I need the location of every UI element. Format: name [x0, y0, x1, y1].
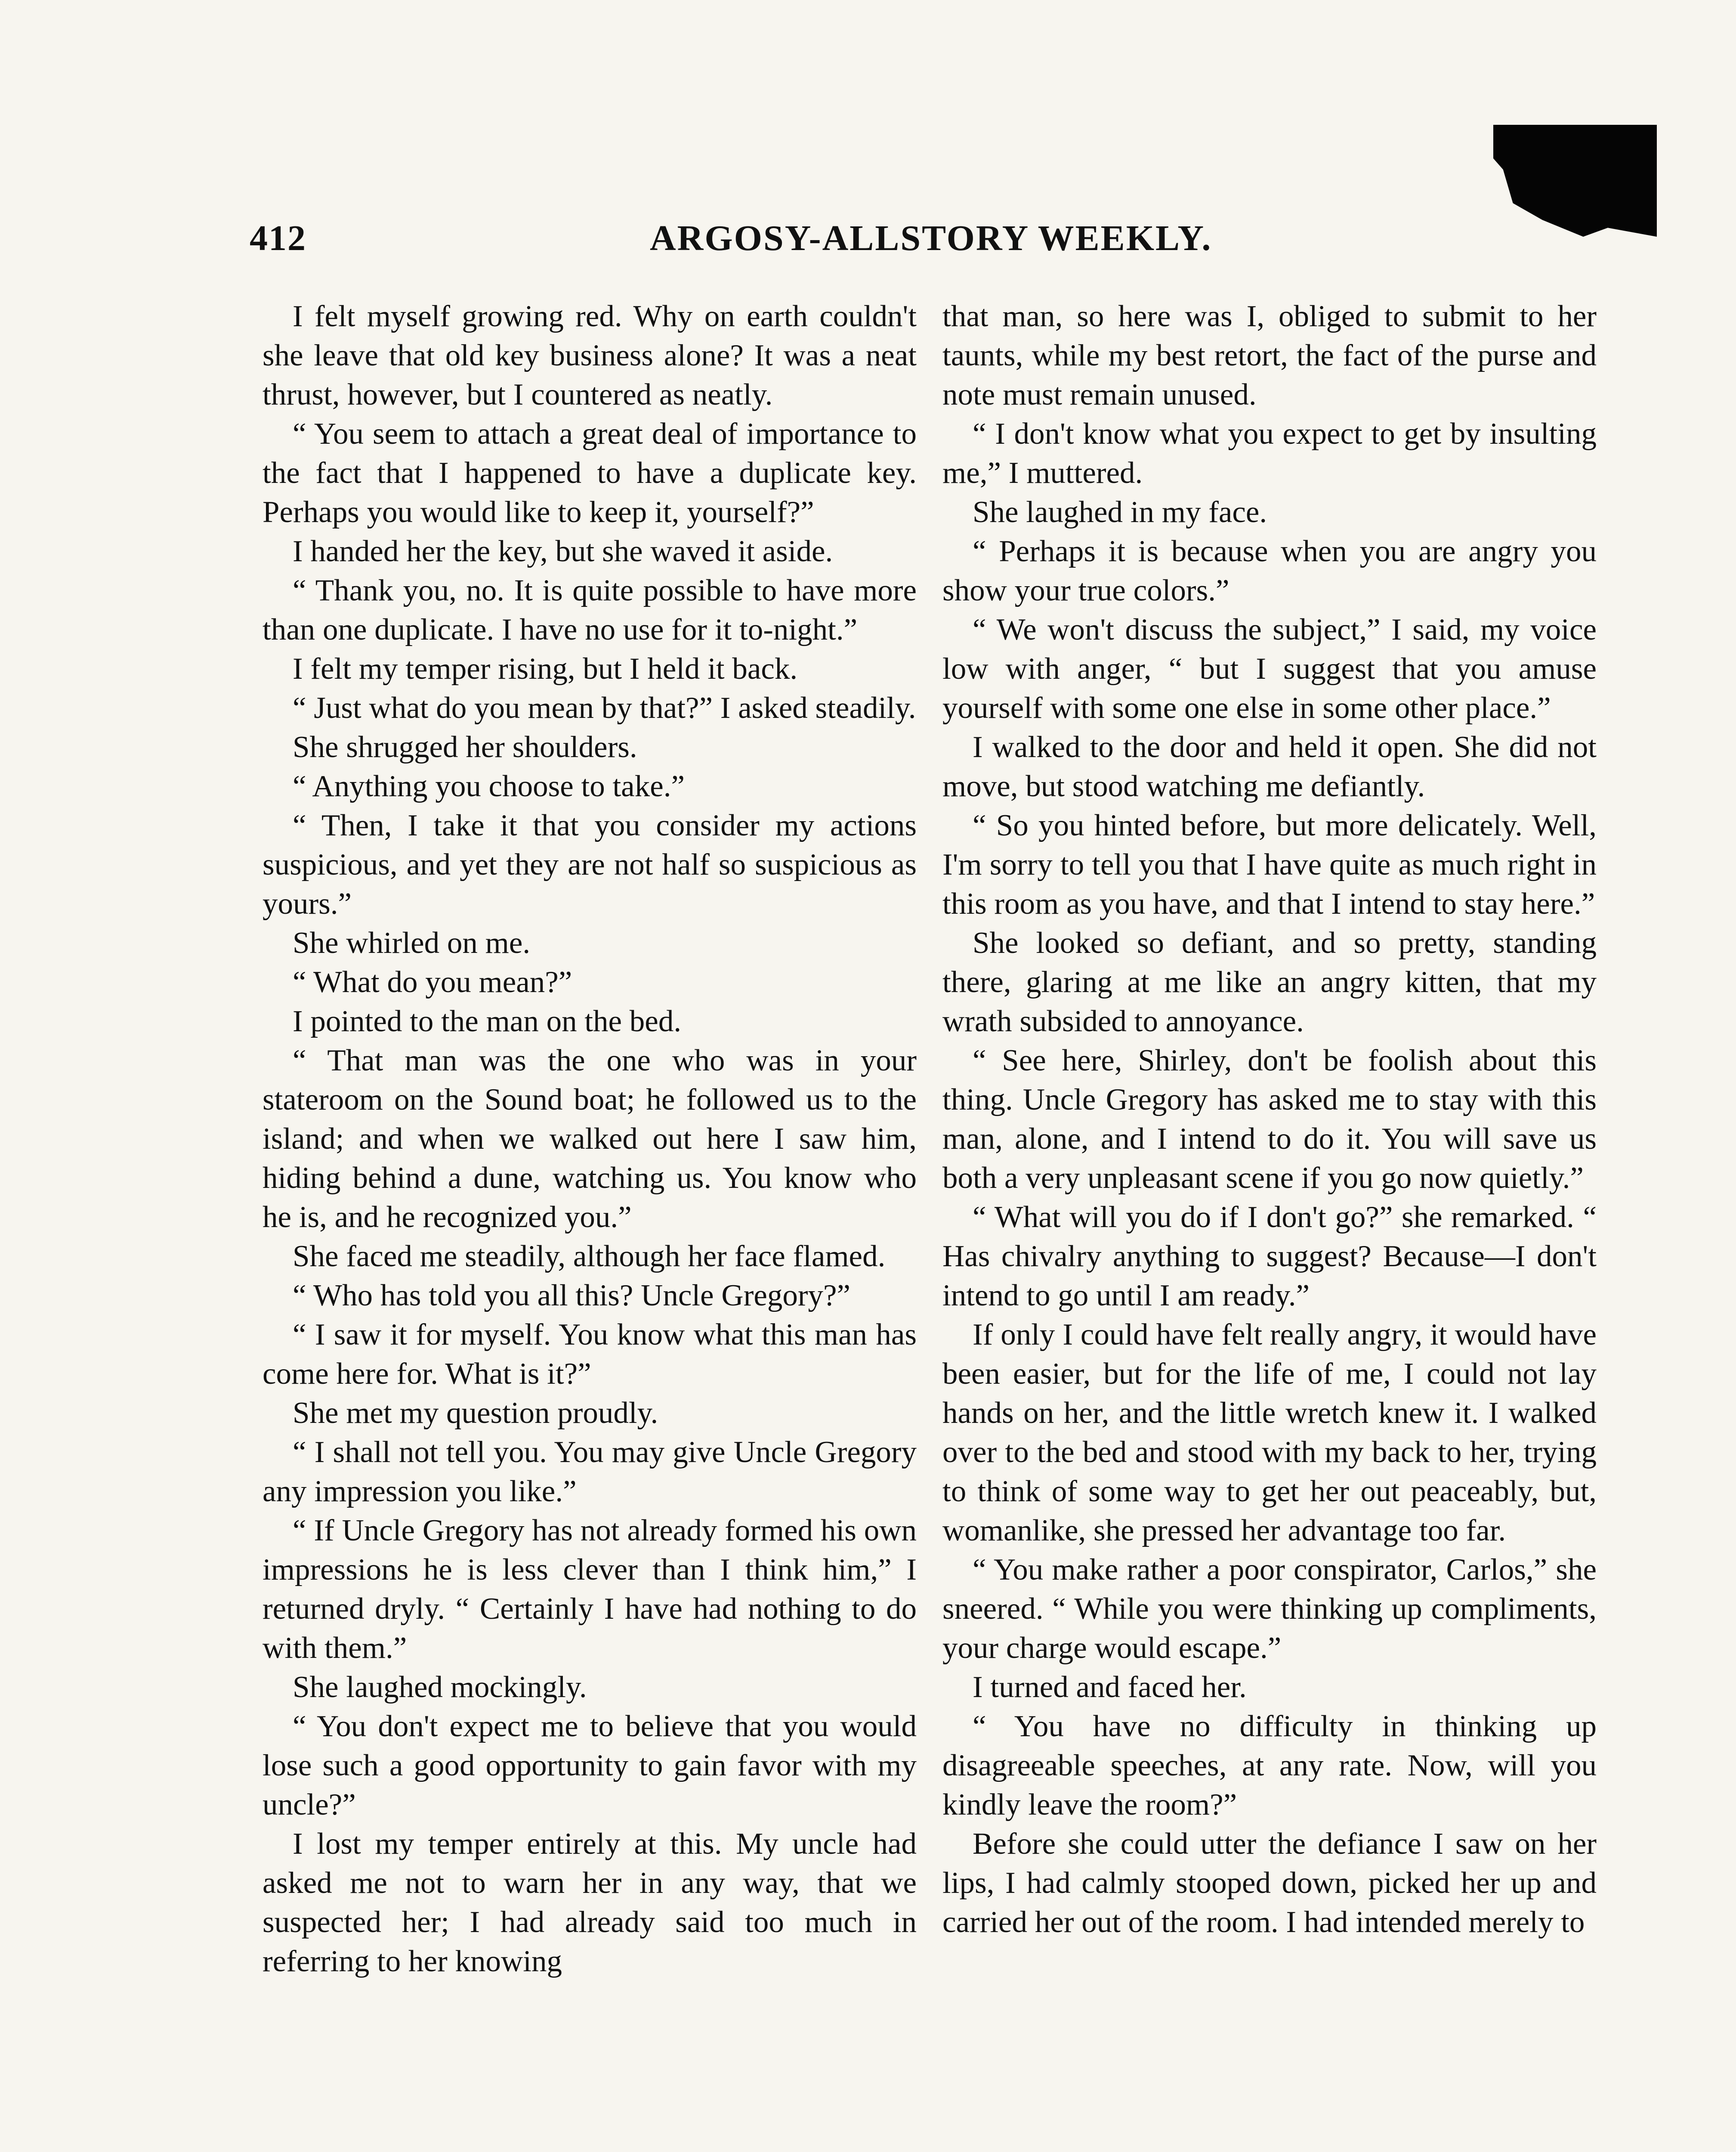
paragraph: I turned and faced her.: [973, 1670, 1247, 1704]
paragraph: She met my question proudly.: [293, 1396, 658, 1430]
paragraph: I pointed to the man on the bed.: [293, 1005, 682, 1038]
paragraph: I felt my temper rising, but I held it back.: [293, 652, 798, 686]
paragraph: If only I could have felt really angry, it would have been easier, but for the life of me, I could not lay hands on her, and the little wretch knew it. I walked over to the bed and stood with my back to her, trying to think of some way to get her out peaceably, but, womanlike, she pressed her advantage too far.: [942, 1318, 1597, 1547]
paragraph: She shrugged her shoulders.: [293, 730, 637, 764]
paragraph: “ You make rather a poor conspirator, Carlos,” she sneered. “ While you were thinking up compliments, your charge would escape.”: [942, 1553, 1597, 1665]
paragraph: She faced me steadily, although her face flamed.: [293, 1240, 886, 1273]
paragraph: “ We won't discuss the subject,” I said, my voice low with anger, “ but I suggest that you amuse yourself with some one else in some other place.”: [942, 613, 1597, 725]
paragraph: She laughed mockingly.: [293, 1670, 587, 1704]
paragraph: “ I don't know what you expect to get by insulting me,” I muttered.: [942, 417, 1597, 490]
paragraph: “ Perhaps it is because when you are angry you show your true colors.”: [942, 535, 1597, 607]
paragraph: “ Who has told you all this? Uncle Gregory?”: [293, 1279, 851, 1312]
paragraph: “ That man was the one who was in your stateroom on the Sound boat; he followed us to the island; and when we walked out here I saw him, hiding behind a dune, watching us. You know who he is, and he recognized you.”: [263, 1044, 917, 1234]
paragraph: “ You have no difficulty in thinking up disagreeable speeches, at any rate. Now, will you kindly leave the room?”: [942, 1710, 1597, 1821]
page-number: 412: [250, 218, 306, 258]
paragraph: Before she could utter the defiance I saw on her lips, I had calmly stooped down, picked her up and carried her out of the room. I had intended merely to: [942, 1827, 1597, 1939]
paragraph: I walked to the door and held it open. She did not move, but stood watching me defiantly.: [942, 730, 1597, 803]
paragraph: “ Anything you choose to take.”: [293, 770, 685, 803]
paragraph: She whirled on me.: [293, 926, 531, 960]
running-title: ARGOSY-ALLSTORY WEEKLY.: [650, 218, 1212, 258]
paragraph: “ What will you do if I don't go?” she remarked. “ Has chivalry anything to suggest? Because—I don't intend to go until I am ready.”: [942, 1200, 1597, 1312]
paragraph: that man, so here was I, obliged to submit to her taunts, while my best retort, the fact of the purse and note must remain unused.: [942, 300, 1597, 411]
paragraph: “ Just what do you mean by that?” I asked steadily.: [293, 691, 916, 725]
paragraph: “ See here, Shirley, don't be foolish about this thing. Uncle Gregory has asked me to stay with this man, alone, and I intend to do it. You will save us both a very unpleasant scene if you go now quietly.”: [942, 1044, 1597, 1195]
paragraph: “ I shall not tell you. You may give Uncle Gregory any impression you like.”: [263, 1435, 917, 1508]
paragraph: “ Then, I take it that you consider my actions suspicious, and yet they are not half so suspicious as yours.”: [263, 809, 917, 921]
paragraph: “ So you hinted before, but more delicately. Well, I'm sorry to tell you that I have quite as much right in this room as you have, and that I intend to stay here.”: [942, 809, 1597, 921]
paragraph: She looked so defiant, and so pretty, standing there, glaring at me like an angry kitten, that my wrath subsided to annoyance.: [942, 926, 1597, 1038]
paragraph: I handed her the key, but she waved it aside.: [293, 535, 833, 568]
paragraph: I lost my temper entirely at this. My uncle had asked me not to warn her in any way, that we suspected her; I had already said too much in referring to her knowing: [263, 1827, 917, 1978]
paragraph: “ Thank you, no. It is quite possible to have more than one duplicate. I have no use for it to-night.”: [263, 574, 917, 646]
paragraph: “ What do you mean?”: [293, 965, 572, 999]
paragraph: I felt myself growing red. Why on earth couldn't she leave that old key business alone? It was a neat thrust, however, but I countered as neatly.: [263, 300, 917, 411]
right-column: [942, 297, 1597, 1942]
paragraph: “ I saw it for myself. You know what this man has come here for. What is it?”: [263, 1318, 917, 1391]
paragraph: She laughed in my face.: [973, 495, 1267, 529]
paragraph: “ You don't expect me to believe that you would lose such a good opportunity to gain favor with my uncle?”: [263, 1710, 917, 1821]
paragraph: “ If Uncle Gregory has not already formed his own impressions he is less clever than I think him,” I returned dryly. “ Certainly I have had nothing to do with them.”: [263, 1514, 917, 1665]
left-column: [263, 297, 917, 1981]
paragraph: “ You seem to attach a great deal of importance to the fact that I happened to have a duplicate key. Perhaps you would like to keep it, yourself?”: [263, 417, 917, 529]
page-header: [241, 217, 1558, 265]
